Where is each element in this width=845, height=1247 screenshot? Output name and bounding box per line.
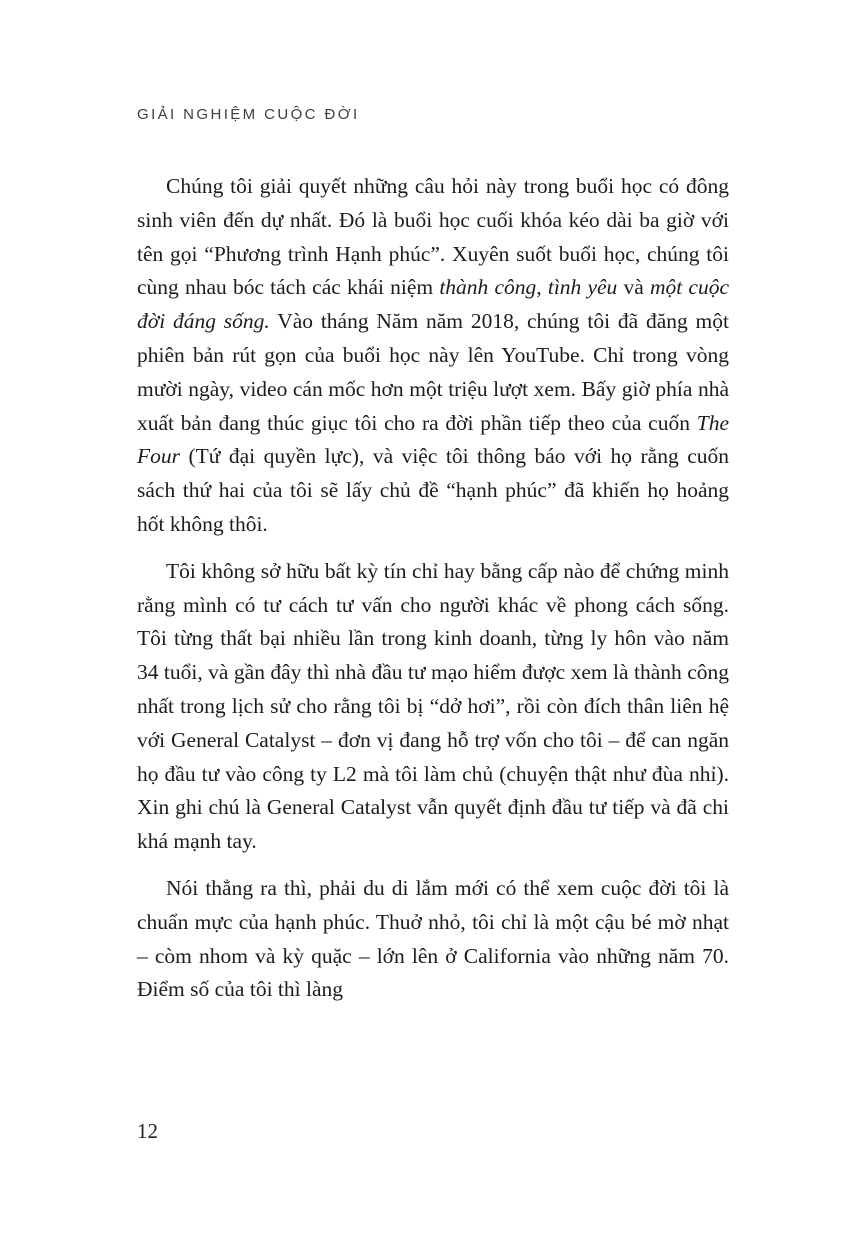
italic-text-run: một cuộc đời đáng sống. bbox=[137, 275, 729, 334]
text-run: Nói thẳng ra thì, phải du di lắm mới có thể xem cuộc đời tôi là chuẩn mực của hạnh phúc. Thuở nhỏ, tôi chỉ là một cậu bé mờ nhạt – còm nhom và kỳ quặc – lớn lên ở California vào những năm 70. Điểm số của tôi thì làng bbox=[137, 875, 729, 1002]
text-run: và bbox=[617, 275, 650, 300]
italic-text-run: tình yêu bbox=[547, 275, 618, 300]
paragraph bbox=[137, 872, 729, 1007]
italic-text-run: thành công bbox=[439, 275, 537, 300]
text-run: Tôi không sở hữu bất kỳ tín chỉ hay bằng cấp nào để chứng minh rằng mình có tư cách tư vấn cho người khác về phong cách sống. Tôi từng thất bại nhiều lần trong kinh doanh, từng ly hôn vào năm 34 tuổi, và gần đây thì nhà đầu tư mạo hiểm được xem là thành công nhất trong lịch sử cho rằng tôi bị “dở hơi”, rồi còn đích thân liên hệ với General Catalyst – đơn vị đang hỗ trợ vốn cho tôi – để can ngăn họ đầu tư vào công ty L2 mà tôi làm chủ (chuyện thật như đùa nhỉ). Xin ghi chú là General Catalyst vẫn quyết định đầu tư tiếp và đã chi khá mạnh tay. bbox=[137, 558, 729, 854]
text-run: , bbox=[536, 275, 548, 300]
paragraph bbox=[137, 555, 729, 859]
italic-text-run: The Four bbox=[137, 410, 729, 469]
text-run: (Tứ đại quyền lực), và việc tôi thông báo với họ rằng cuốn sách thứ hai của tôi sẽ lấy chủ đề “hạnh phúc” đã khiến họ hoảng hốt không thôi. bbox=[137, 444, 729, 536]
text-run: Vào tháng Năm năm 2018, chúng tôi đã đăng một phiên bản rút gọn của buổi học này lên YouTube. Chỉ trong vòng mười ngày, video cán mốc hơn một triệu lượt xem. Bấy giờ phía nhà xuất bản đang thúc giục tôi cho ra đời phần tiếp theo của cuốn bbox=[137, 309, 729, 435]
text-run: Chúng tôi giải quyết những câu hỏi này trong buổi học có đông sinh viên đến dự nhất. Đó là buổi học cuối khóa kéo dài ba giờ với tên gọi “Phương trình Hạnh phúc”. Xuyên suốt buổi học, chúng tôi cùng nhau bóc tách các khái niệm bbox=[137, 174, 729, 300]
running-header: GIẢI NGHIỆM CUỘC ĐỜI bbox=[137, 106, 360, 123]
body-text bbox=[137, 170, 729, 1007]
page-number: 12 bbox=[137, 1119, 158, 1143]
paragraph bbox=[137, 170, 729, 542]
